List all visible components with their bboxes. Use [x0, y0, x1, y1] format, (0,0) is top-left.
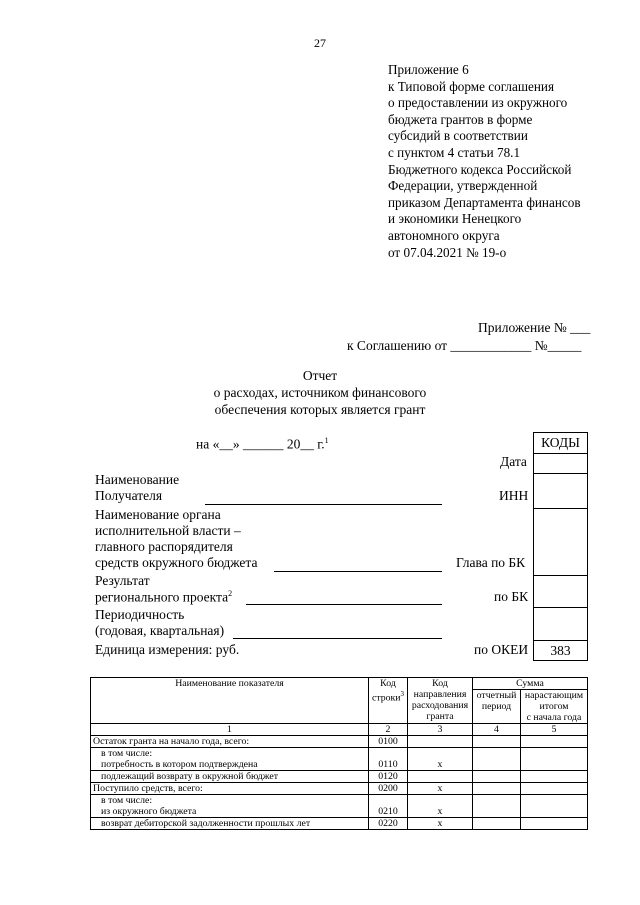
unit-label: Единица измерения: руб.	[95, 642, 240, 657]
appendix-line: и экономики Ненецкого	[388, 211, 522, 227]
glava-label: Глава по БК	[456, 555, 526, 570]
appendix-line: субсидий в соответствии	[388, 128, 528, 144]
row-name: Остаток гранта на начало года, всего:	[91, 736, 369, 748]
row-cumulative-cell[interactable]	[521, 795, 588, 818]
header-name: Наименование показателя	[91, 678, 369, 724]
appendix-line: о предоставлении из окружного	[388, 95, 568, 111]
row-period-cell[interactable]	[473, 818, 521, 830]
row-cumulative-cell[interactable]	[521, 783, 588, 795]
result-label-2: регионального проекта$^2$	[95, 589, 233, 605]
row-period-cell[interactable]	[473, 748, 521, 771]
row-direction	[408, 736, 473, 748]
header-cumulative: нарастающим итогом с начала года	[521, 690, 588, 724]
row-period-cell[interactable]	[473, 783, 521, 795]
inn-label: ИНН	[499, 488, 529, 503]
row-name: в том числе: из окружного бюджета	[91, 795, 369, 818]
appendix-line: бюджета грантов в форме	[388, 111, 533, 127]
organ-label-4: средств окружного бюджета	[95, 555, 258, 570]
appendix-line: автономного округа	[388, 227, 500, 243]
row-name: Поступило средств, всего:	[91, 783, 369, 795]
report-subtitle-2: обеспечения которых является грант	[214, 402, 426, 417]
appendix-line: Федерации, утвержденной	[388, 178, 538, 194]
row-direction: x	[408, 748, 473, 771]
codes-column	[533, 432, 588, 661]
table-row	[91, 795, 588, 818]
date-label: Дата	[500, 454, 527, 469]
row-name: подлежащий возврату в окружной бюджет	[91, 771, 369, 783]
row-direction	[408, 771, 473, 783]
row-code: 0220	[369, 818, 408, 830]
period-label-1: Периодичность	[95, 607, 185, 622]
period-label-2: (годовая, квартальная)	[95, 623, 225, 638]
row-code: 0200	[369, 783, 408, 795]
page-number: 27	[314, 36, 326, 50]
appendix-line: Бюджетного кодекса Российской	[388, 161, 572, 177]
code-bk-cell	[534, 576, 587, 608]
col-number: 3	[408, 724, 473, 736]
organ-label-2: исполнительной власти –	[95, 523, 241, 538]
bk-label: по БК	[494, 589, 529, 604]
okei-label: по ОКЕИ	[474, 642, 529, 657]
report-subtitle-1: о расходах, источником финансового	[213, 385, 427, 400]
col-number: 2	[369, 724, 408, 736]
row-name: возврат дебиторской задолженности прошлых лет	[91, 818, 369, 830]
row-period-cell[interactable]	[473, 795, 521, 818]
col-number: 5	[521, 724, 588, 736]
table-row	[91, 736, 588, 748]
header-period: отчетный период	[473, 690, 521, 724]
table-row	[91, 748, 588, 771]
appendix-line: от 07.04.2021 № 19-о	[388, 244, 507, 260]
recipient-label-1: Наименование	[95, 472, 180, 487]
appendix-block	[388, 62, 581, 261]
row-cumulative-cell[interactable]	[521, 818, 588, 830]
row-code: 0120	[369, 771, 408, 783]
row-cumulative-cell[interactable]	[521, 771, 588, 783]
report-title: Отчет	[302, 368, 338, 383]
row-period-cell[interactable]	[473, 736, 521, 748]
appendix-line: приказом Департамента финансов	[388, 194, 581, 210]
table-header-row	[91, 678, 588, 690]
recipient-field	[205, 504, 442, 505]
attachment-number: Приложение № ___	[478, 320, 591, 335]
row-code: 0110	[369, 748, 408, 771]
row-cumulative-cell[interactable]	[521, 736, 588, 748]
col-number: 4	[473, 724, 521, 736]
period-field	[233, 638, 442, 639]
column-number-row	[91, 724, 588, 736]
organ-field	[274, 571, 442, 572]
appendix-line: Приложение 6	[388, 62, 469, 77]
row-direction: x	[408, 795, 473, 818]
row-period-cell[interactable]	[473, 771, 521, 783]
codes-header: КОДЫ	[534, 433, 587, 454]
table-row	[91, 783, 588, 795]
report-table	[90, 677, 588, 830]
organ-label-3: главного распорядителя	[95, 539, 233, 554]
code-okei-cell: 383	[534, 641, 587, 661]
result-field	[246, 604, 442, 605]
code-inn-cell	[534, 474, 587, 509]
header-code: Код строки$^3$	[369, 678, 408, 724]
code-glava-cell	[534, 509, 587, 576]
result-label-1: Результат	[95, 573, 150, 588]
row-code: 0100	[369, 736, 408, 748]
row-direction: x	[408, 783, 473, 795]
appendix-line: к Типовой форме соглашения	[388, 78, 555, 94]
attachment-agreement: к Соглашению от ____________ №_____	[347, 338, 582, 353]
row-cumulative-cell[interactable]	[521, 748, 588, 771]
row-code: 0210	[369, 795, 408, 818]
organ-label-1: Наименование органа	[95, 507, 221, 522]
table-row	[91, 818, 588, 830]
row-direction: x	[408, 818, 473, 830]
row-name: в том числе: потребность в котором подтверждена	[91, 748, 369, 771]
table-row	[91, 771, 588, 783]
report-date: на «__» ______ 20__ г.$^1$	[196, 436, 329, 452]
col-number: 1	[91, 724, 369, 736]
header-direction: Код направления расходования гранта	[408, 678, 473, 724]
recipient-label-2: Получателя	[95, 488, 163, 503]
header-sum: Сумма	[473, 678, 588, 690]
code-period-cell	[534, 608, 587, 641]
appendix-line: с пунктом 4 статьи 78.1	[388, 144, 521, 160]
code-date-cell	[534, 454, 587, 474]
